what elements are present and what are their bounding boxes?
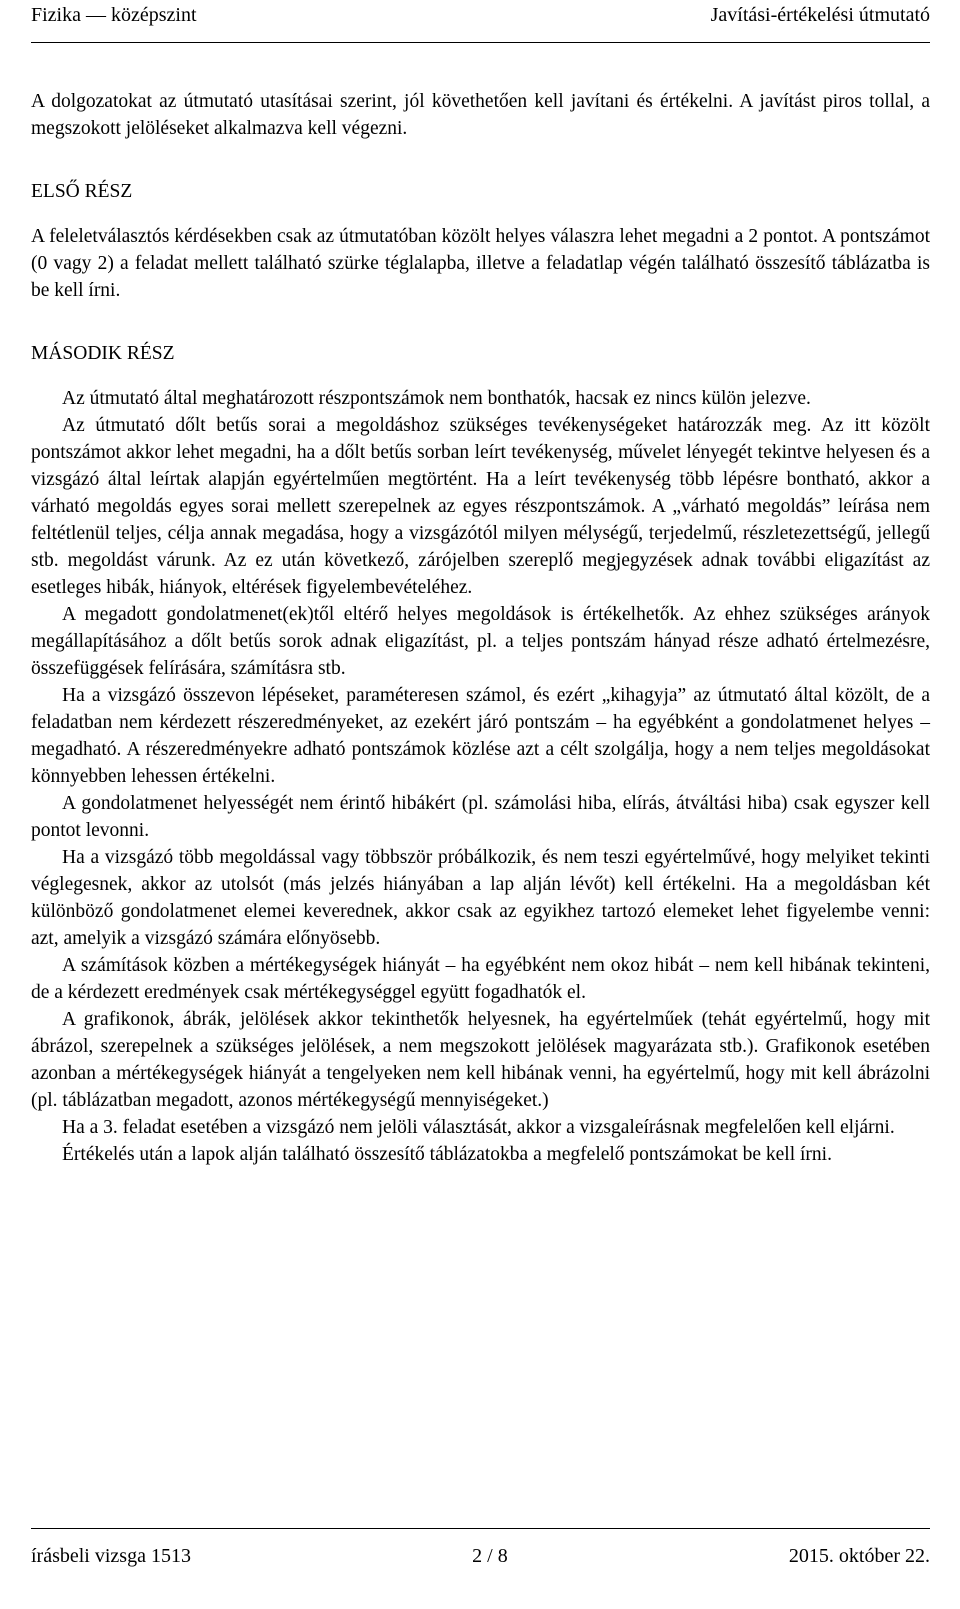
part1-paragraph: A feleletválasztós kérdésekben csak az útmutatóban közölt helyes válaszra lehet megadni a 2 pontot. A pontszámot (0 vagy 2) a feladat mellett található szürke téglalapba, illetve a feladatlap végén található összesítő táblázatba is be kell írni. <box>31 226 930 301</box>
part2-paragraph: Ha a vizsgázó több megoldással vagy többször próbálkozik, és nem teszi egyértelművé, hogy melyiket tekinti véglegesnek, akkor az utolsót (más jelzés hiányában a lap alján lévőt) kell értékelni. Ha a megoldásban két különböző gondolatmenet elemei keverednek, akkor csak az egyikhez tartozó elemeket lehet figyelembe venni: azt, amelyik a vizsgázó számára előnyösebb. <box>31 847 930 949</box>
part2-paragraph: Ha a vizsgázó összevon lépéseket, paraméteresen számol, és ezért „kihagyja” az útmutató által közölt, de a feladatban nem kérdezett részeredményeket, az ezekért járó pontszám – ha egyébként a gondolatmenet helyes – megadható. A részeredményekre adható pontszámok közlése azt a célt szolgálja, hogy a nem teljes megoldásokat könnyebben lehessen értékelni. <box>31 685 930 787</box>
part2-paragraph: Az útmutató dőlt betűs sorai a megoldáshoz szükséges tevékenységeket határozzák meg. Az itt közölt pontszámot akkor lehet megadni, ha a dőlt betűs sorban leírt tevékenység, művelet lényegét tekintve helyesen és a vizsgázó által leírtak alapján egyértelműen megtörtént. Ha a leírt tevékenység több lépésre bontható, akkor a várható megoldás egyes sorai mellett szerepelnek az egyes részpontszámok. A „várható megoldás” leírása nem feltétlenül teljes, célja annak megadása, hogy a vizsgázótól milyen mélységű, terjedelmű, részletezettségű, jellegű stb. megoldást várunk. Az ez után következő, zárójelben szereplő megjegyzések adnak további eligazítást az esetleges hibák, hiányok, eltérések figyelembevételéhez. <box>31 415 930 598</box>
part2-paragraph: A megadott gondolatmenet(ek)től eltérő helyes megoldások is értékelhetők. Az ehhez szükséges arányok megállapításához a dőlt betűs sorok adnak eligazítást, pl. a teljes pontszám hányad része adható értelmezésre, összefüggések felírására, számításra stb. <box>31 604 930 679</box>
footer-page-number: 2 / 8 <box>472 1545 508 1567</box>
part2-paragraph: Ha a 3. feladat esetében a vizsgázó nem jelöli választását, akkor a vizsgaleírásnak megfelelően kell eljárni. <box>62 1117 895 1138</box>
part2-paragraph: Az útmutató által meghatározott részpontszámok nem bonthatók, hacsak ez nincs külön jelezve. <box>62 388 811 409</box>
part2-paragraph: Értékelés után a lapok alján található összesítő táblázatokba a megfelelő pontszámokat be kell írni. <box>62 1144 832 1165</box>
footer-divider <box>31 1528 930 1529</box>
part2-paragraph: A számítások közben a mértékegységek hiányát – ha egyébként nem okoz hibát – nem kell hibának tekinteni, de a kérdezett eredmények csak mértékegységgel együtt fogadhatók el. <box>31 955 930 1003</box>
header-subject: Fizika — középszint <box>31 4 197 26</box>
part2-title: MÁSODIK RÉSZ <box>31 343 175 364</box>
footer-exam-id: írásbeli vizsga 1513 <box>31 1545 191 1567</box>
page-header <box>31 0 930 43</box>
part2-paragraph: A gondolatmenet helyességét nem érintő hibákért (pl. számolási hiba, elírás, átváltási hiba) csak egyszer kell pontot levonni. <box>31 793 930 841</box>
part1-title: ELSŐ RÉSZ <box>31 181 133 202</box>
footer-date: 2015. október 22. <box>788 1545 930 1567</box>
part2-paragraph: A grafikonok, ábrák, jelölések akkor tekinthetők helyesnek, ha egyértelműek (tehát egyértelmű, hogy mit ábrázol, szerepelnek a szükséges jelölések, a nem megszokott jelölések magyarázata stb.). Grafikonok esetében azonban a mértékegységek hiányát a tengelyeken nem kell hibának venni, ha egyértelmű, hogy mit kell ábrázolni (pl. táblázatban megadott, azonos mértékegységű mennyiségeket.) <box>31 1009 930 1111</box>
intro-paragraph: A dolgozatokat az útmutató utasításai szerint, jól követhetően kell javítani és értékelni. A javítást piros tollal, a megszokott jelöléseket alkalmazva kell végezni. <box>31 91 930 139</box>
page-footer <box>31 1543 930 1569</box>
header-doc-type: Javítási-értékelési útmutató <box>710 4 930 26</box>
document-body <box>31 88 930 1168</box>
